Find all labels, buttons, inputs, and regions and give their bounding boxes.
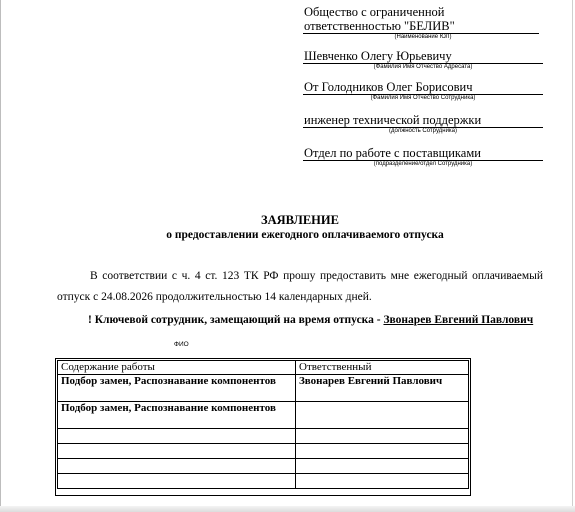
- responsible-cell: [296, 459, 469, 474]
- responsible-cell: Звонарев Евгений Павлович: [296, 375, 469, 402]
- header-responsible: Ответственный: [296, 361, 469, 375]
- header-work-content: Содержание работы: [58, 361, 296, 375]
- key-employee-name: Звонарев Евгений Павлович: [383, 314, 534, 326]
- sender-value: От Голодников Олег Борисович: [303, 81, 543, 95]
- position-hint: (должность Сотрудника): [388, 128, 458, 134]
- work-cell: [58, 429, 296, 444]
- department-hint: (подразделение/отдел Сотрудника): [373, 161, 473, 167]
- key-employee-label: ! Ключевой сотрудник, замещающий на время отпуска -: [88, 314, 381, 326]
- page-border-left: [0, 0, 1, 512]
- department-value: Отдел по работе с поставщиками: [303, 147, 543, 161]
- sender-field: [303, 81, 543, 102]
- work-cell: [58, 375, 296, 402]
- responsible-cell: [296, 474, 469, 489]
- request-body-line-1: В соответствии с ч. 4 ст. 123 ТК РФ прошу предоставить мне ежегодный оплачиваемый: [90, 270, 543, 282]
- table-row: [58, 375, 469, 402]
- work-cell: [58, 474, 296, 489]
- addressee-value: Шевченко Олегу Юрьевичу: [303, 50, 543, 64]
- page-bottom-edge: [0, 506, 575, 512]
- work-cell-text: Подбор замен, Распознавание компонентов: [61, 402, 276, 414]
- organization-value: Общество с ограниченной ответственностью "БЕЛИВ": [303, 5, 539, 34]
- work-cell: [58, 444, 296, 459]
- position-value: инженер технической поддержки: [303, 114, 543, 128]
- request-body: [57, 266, 543, 308]
- responsible-cell: [296, 429, 469, 444]
- table-header-row: [58, 361, 469, 375]
- sender-hint: (Фамилия Имя Отчество Сотрудника): [370, 95, 476, 101]
- table-row: [58, 474, 469, 489]
- work-cell: [58, 459, 296, 474]
- table-row: [58, 429, 469, 444]
- addressee-field: [303, 50, 543, 71]
- organization-hint: (Наименование ЮЛ): [394, 34, 452, 40]
- fio-caption: ФИО: [174, 341, 189, 348]
- work-handover-table: [57, 360, 469, 489]
- key-employee-line: [88, 314, 533, 326]
- table-row: [58, 459, 469, 474]
- table-row: [58, 402, 469, 429]
- responsible-cell: [296, 444, 469, 459]
- addressee-hint: (Фамилия Имя Отчество Адресата): [373, 64, 473, 70]
- document-subtitle: о предоставлении ежегодного оплачиваемого отпуска: [166, 229, 444, 241]
- document-title: ЗАЯВЛЕНИЕ: [261, 213, 339, 227]
- table-row: [58, 444, 469, 459]
- position-field: [303, 114, 543, 135]
- responsible-cell: [296, 402, 469, 429]
- work-cell-text: Подбор замен, Распознавание компонентов: [61, 375, 276, 387]
- department-field: [303, 147, 543, 168]
- organization-field: [303, 5, 543, 41]
- work-cell: [58, 402, 296, 429]
- request-body-line-2: отпуск с 24.08.2026 продолжительностью 14 календарных дней.: [57, 291, 372, 303]
- page-border-right: [572, 0, 573, 512]
